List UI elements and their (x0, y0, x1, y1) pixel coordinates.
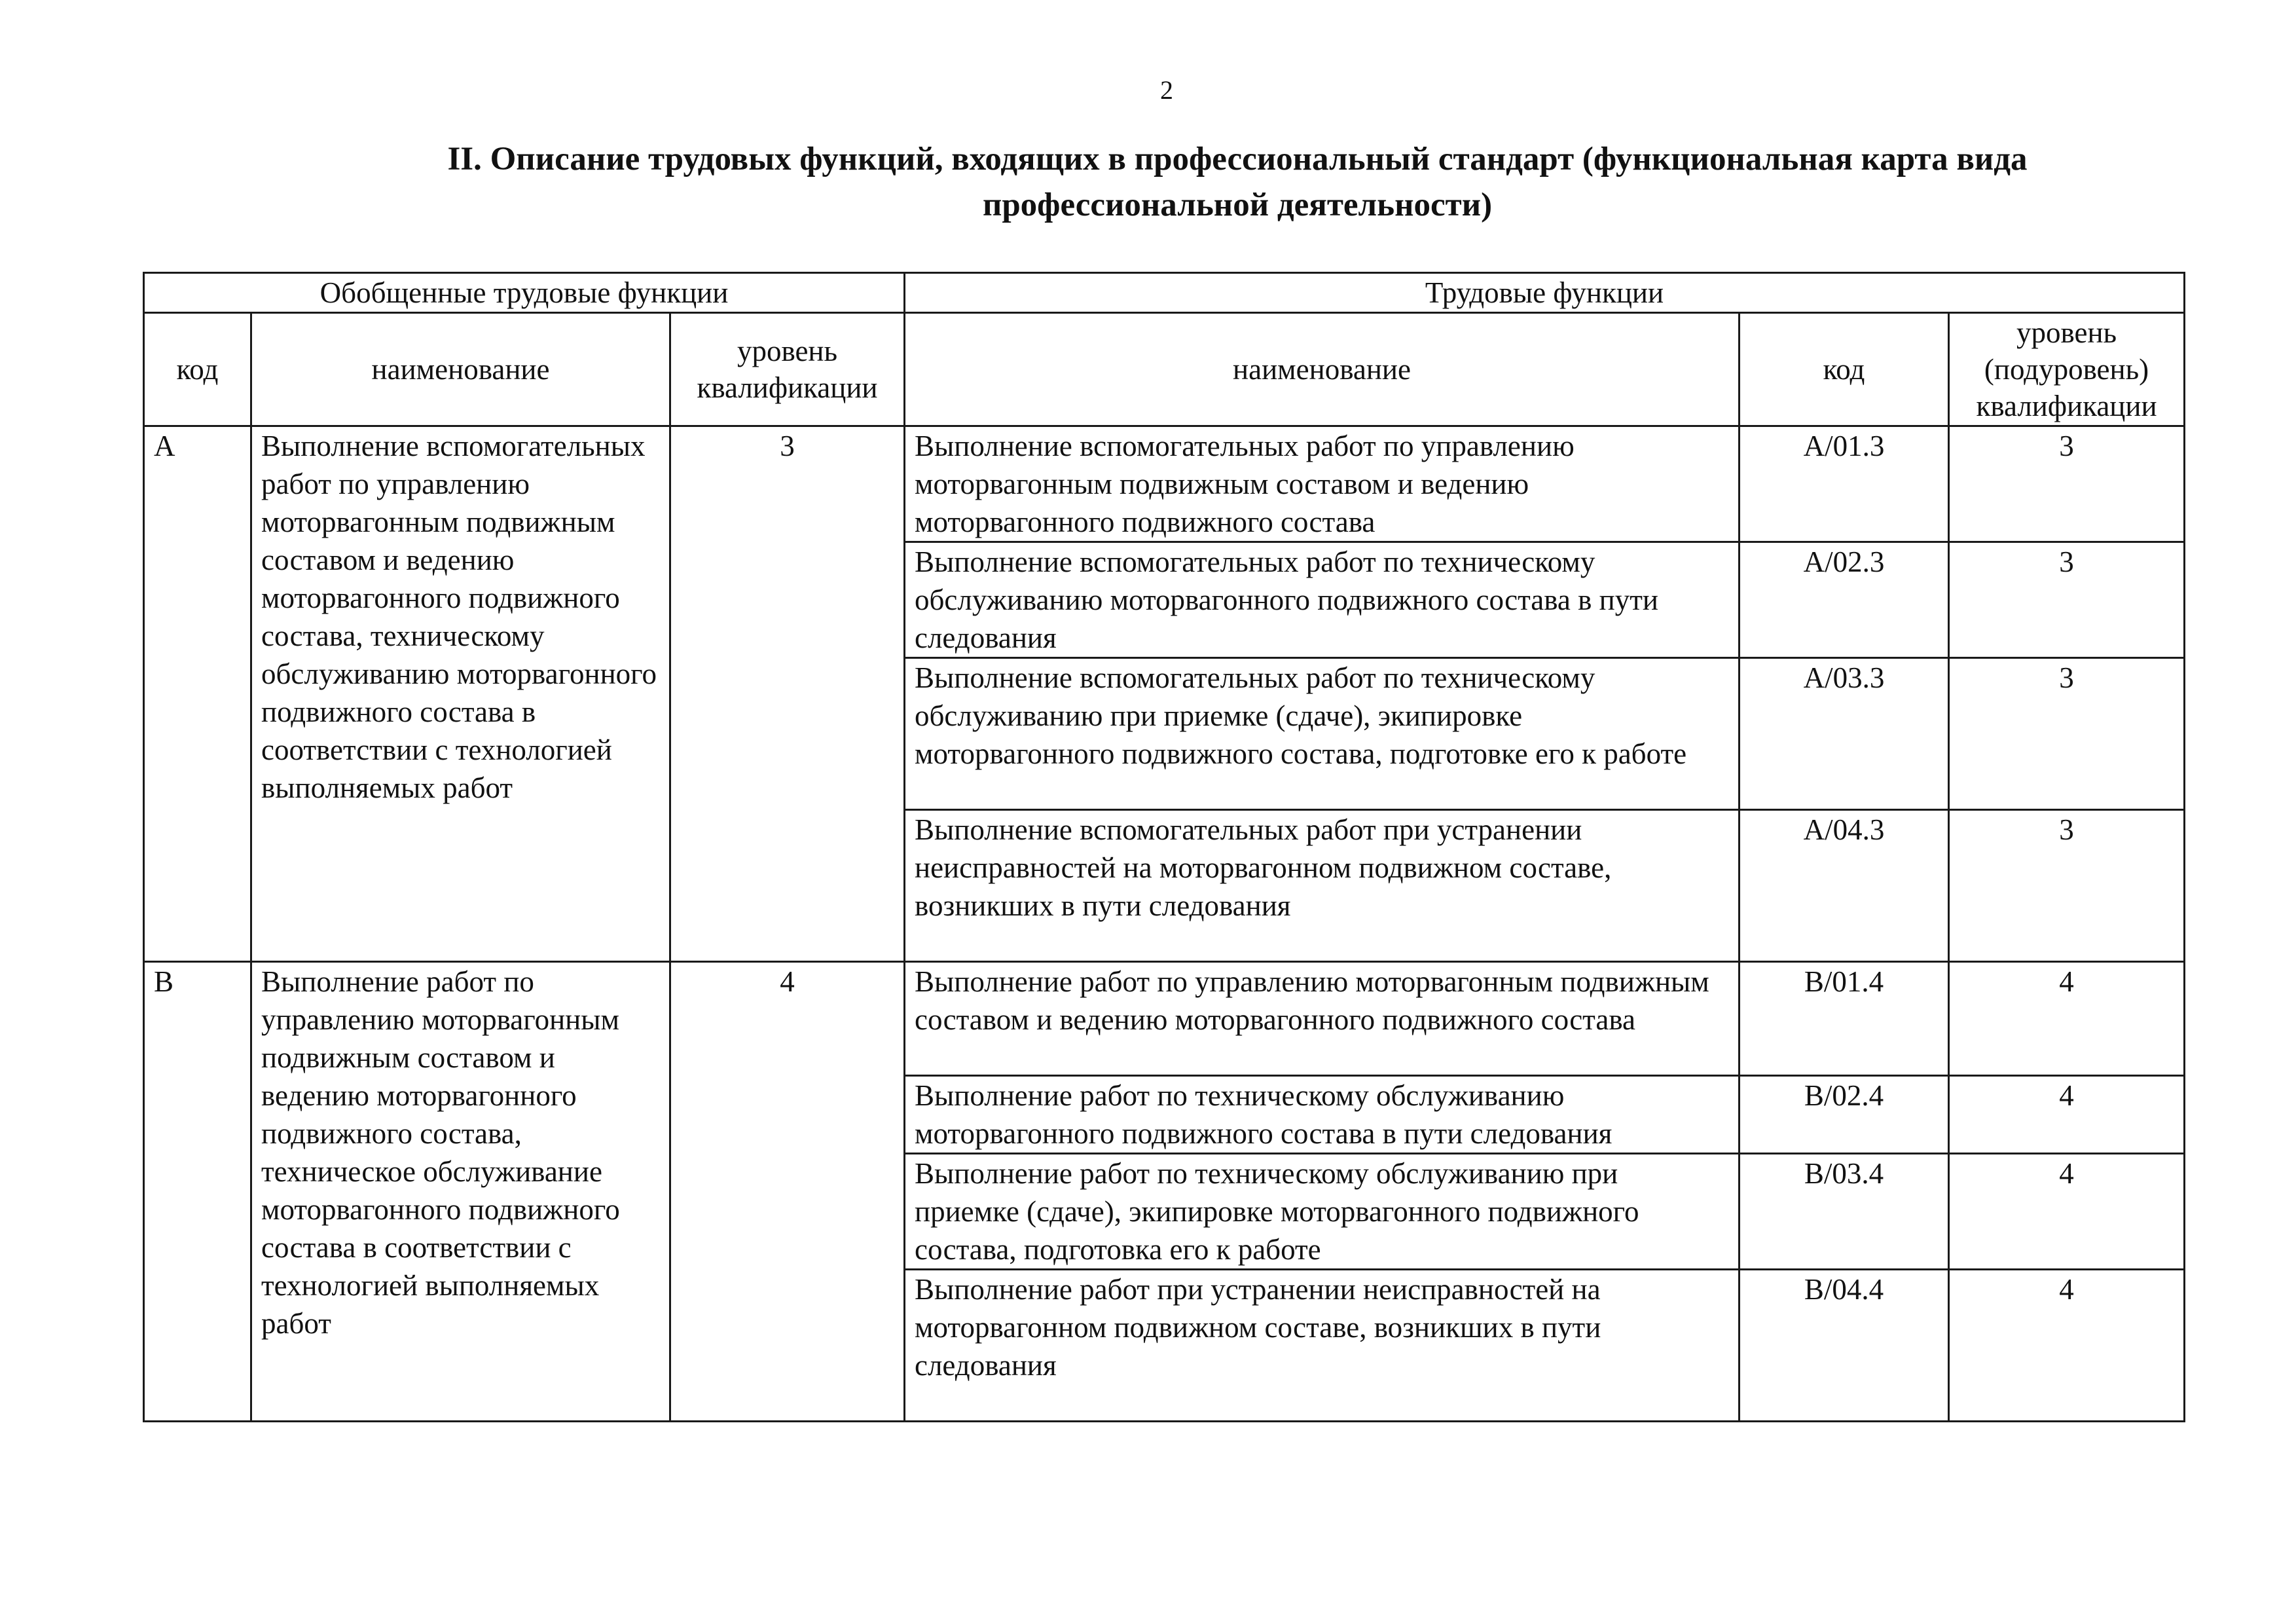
table-row (144, 426, 2185, 542)
gen-function-name: Выполнение вспомогательных работ по управлению моторвагонным подвижным составом и ведению моторвагонного подвижного состава, техническому обслуживанию моторвагонного подвижного состава в соответствии с технологией выполняемых работ (251, 426, 670, 962)
labor-function-code: B/01.4 (1740, 962, 1949, 1076)
labor-function-level: 3 (1949, 810, 2185, 962)
labor-function-name: Выполнение вспомогательных работ по техническому обслуживанию при приемке (сдаче), экипировке моторвагонного подвижного состава, подготовке его к работе (905, 658, 1740, 810)
header-gen-code: код (144, 313, 251, 426)
labor-function-level: 4 (1949, 1154, 2185, 1270)
labor-function-name: Выполнение работ по техническому обслуживанию при приемке (сдаче), экипировке моторвагонного подвижного состава, подготовка его к работе (905, 1154, 1740, 1270)
header-generalized-functions: Обобщенные трудовые функции (144, 273, 905, 313)
section-title: II. Описание трудовых функций, входящих в профессиональный стандарт (функциональная карта вида профессиональной деятельности) (447, 141, 2028, 223)
labor-function-code: A/02.3 (1740, 542, 1949, 658)
table-row (144, 962, 2185, 1076)
gen-function-name: Выполнение работ по управлению моторвагонным подвижным составом и ведению моторвагонного подвижного состава, техническое обслуживание моторвагонного подвижного состава в соответствии с технологией выполняемых работ (251, 962, 670, 1422)
labor-function-code: A/03.3 (1740, 658, 1949, 810)
labor-function-name: Выполнение работ при устранении неисправностей на моторвагонном подвижном составе, возникших в пути следования (905, 1270, 1740, 1422)
labor-function-name: Выполнение вспомогательных работ по техническому обслуживанию моторвагонного подвижного состава в пути следования (905, 542, 1740, 658)
gen-function-code: B (144, 962, 251, 1422)
labor-function-level: 3 (1949, 658, 2185, 810)
labor-function-name: Выполнение работ по управлению моторвагонным подвижным составом и ведению моторвагонного подвижного состава (905, 962, 1740, 1076)
header-labor-functions: Трудовые функции (905, 273, 2185, 313)
labor-function-level: 4 (1949, 1270, 2185, 1422)
gen-function-level: 3 (670, 426, 905, 962)
header-gen-name: наименование (251, 313, 670, 426)
labor-function-name: Выполнение работ по техническому обслуживанию моторвагонного подвижного состава в пути следования (905, 1076, 1740, 1154)
labor-function-name: Выполнение вспомогательных работ при устранении неисправностей на моторвагонном подвижном составе, возникших в пути следования (905, 810, 1740, 962)
labor-function-code: B/04.4 (1740, 1270, 1949, 1422)
labor-function-code: B/03.4 (1740, 1154, 1949, 1270)
header-gen-level: уровень квалификации (670, 313, 905, 426)
labor-function-code: A/04.3 (1740, 810, 1949, 962)
labor-function-level: 3 (1949, 542, 2185, 658)
page-number: 2 (1160, 75, 1173, 105)
labor-function-level: 4 (1949, 962, 2185, 1076)
header-tf-name: наименование (905, 313, 1740, 426)
header-tf-code: код (1740, 313, 1949, 426)
gen-function-code: A (144, 426, 251, 962)
labor-function-name: Выполнение вспомогательных работ по управлению моторвагонным подвижным составом и ведению моторвагонного подвижного состава (905, 426, 1740, 542)
header-tf-level: уровень (подуровень) квалификации (1949, 313, 2185, 426)
labor-function-code: A/01.3 (1740, 426, 1949, 542)
functional-map-table (143, 272, 2185, 1422)
labor-function-level: 4 (1949, 1076, 2185, 1154)
gen-function-level: 4 (670, 962, 905, 1422)
labor-function-code: B/02.4 (1740, 1076, 1949, 1154)
labor-function-level: 3 (1949, 426, 2185, 542)
